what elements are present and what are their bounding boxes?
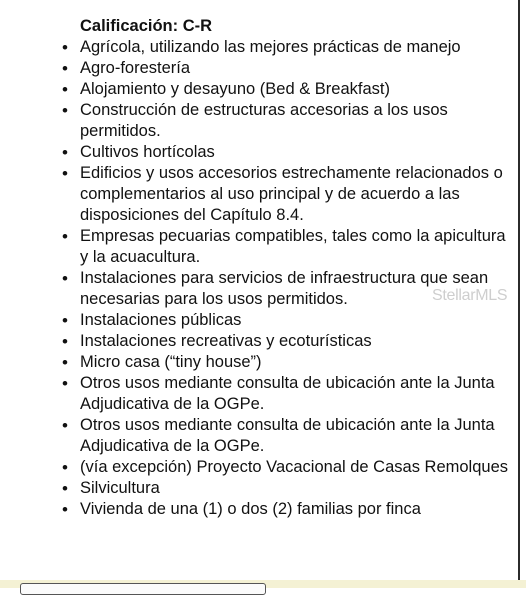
permitted-uses-list [80,37,516,520]
list-item: • Agrícola, utilizando las mejores prácticas de manejo [80,37,516,58]
list-item: • Edificios y usos accesorios estrechamente relacionados o complementarios al uso principal y de acuerdo a las disposiciones del Capítulo 8.4. [80,163,516,226]
zoning-content [80,16,516,520]
right-border-line [518,0,520,584]
list-item: • Otros usos mediante consulta de ubicación ante la Junta Adjudicativa de la OGPe. [80,415,516,457]
bottom-input-box[interactable] [20,583,266,595]
list-item: • Instalaciones recreativas y ecoturísticas [80,331,516,352]
list-item: • Silvicultura [80,478,516,499]
zoning-heading: Calificación: C-R [80,17,213,35]
list-item: • Instalaciones públicas [80,310,516,331]
list-item: • (vía excepción) Proyecto Vacacional de Casas Remolques [80,457,516,478]
list-item: • Cultivos hortícolas [80,142,516,163]
list-item: • Otros usos mediante consulta de ubicación ante la Junta Adjudicativa de la OGPe. [80,373,516,415]
list-item: • Micro casa (“tiny house”) [80,352,516,373]
list-item: • Alojamiento y desayuno (Bed & Breakfast) [80,79,516,100]
list-item: • Empresas pecuarias compatibles, tales como la apicultura y la acuacultura. [80,226,516,268]
list-item: • Instalaciones para servicios de infraestructura que sean necesarias para los usos permitidos. [80,268,516,310]
list-item: • Vivienda de una (1) o dos (2) familias por finca [80,499,516,520]
list-item: • Agro-forestería [80,58,516,79]
watermark: StellarMLS [432,287,508,304]
list-item: • Construcción de estructuras accesorias a los usos permitidos. [80,100,516,142]
